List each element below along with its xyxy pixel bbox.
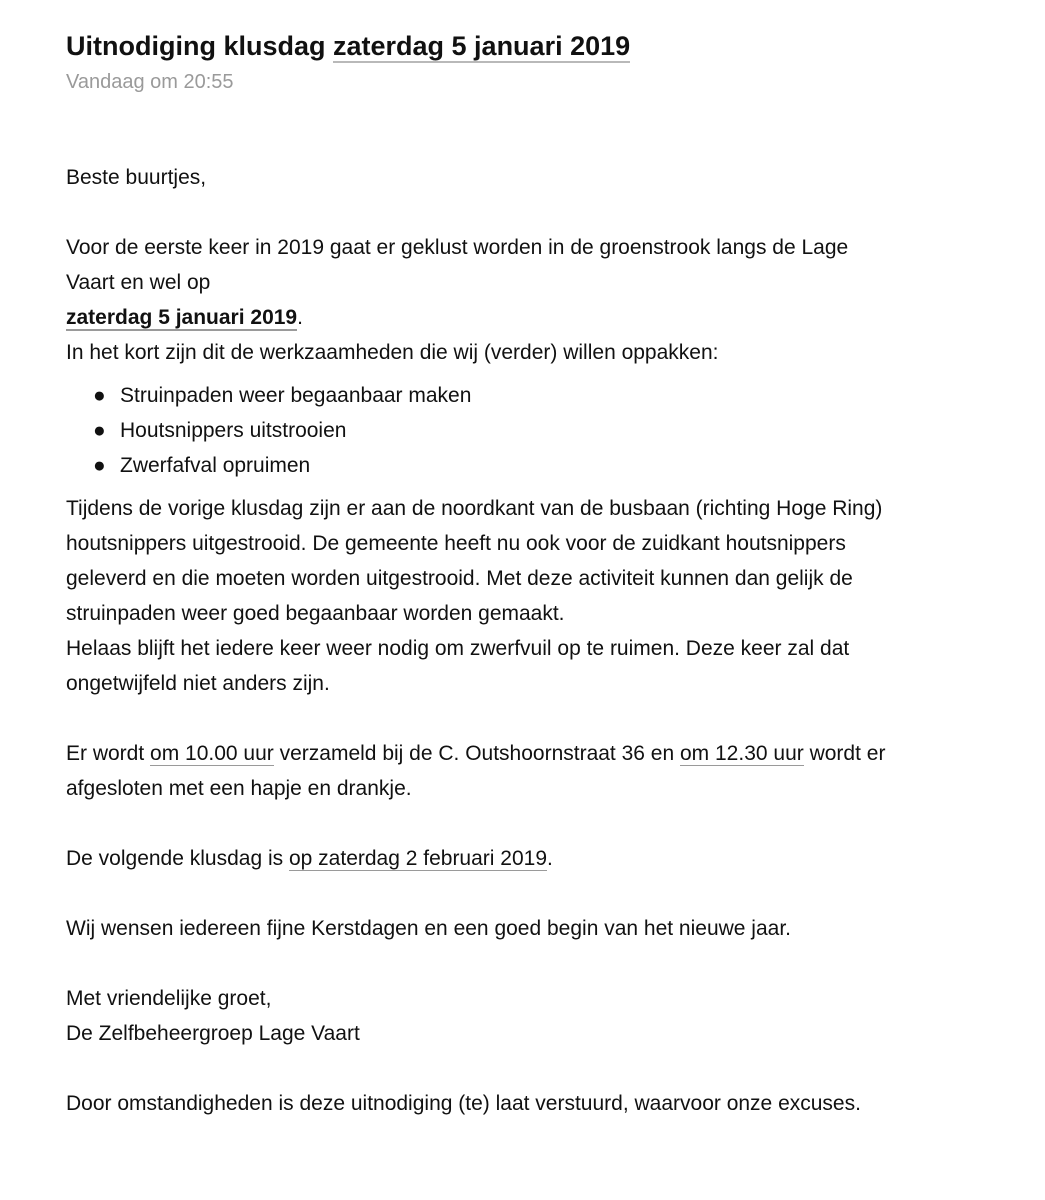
start-time-link[interactable]: om 10.00 uur: [150, 742, 274, 765]
list-item: [93, 413, 1006, 448]
email-subject: [66, 24, 1006, 68]
signature-line: De Zelfbeheergroep Lage Vaart: [66, 1022, 360, 1045]
intro-line-2: Vaart en wel op: [66, 271, 211, 294]
list-item: [93, 448, 1006, 483]
closing-line: Met vriendelijke groet,: [66, 987, 272, 1010]
meeting-text-mid: verzameld bij de C. Outshoornstraat 36 en: [273, 742, 680, 765]
greeting: Beste buurtjes,: [66, 166, 207, 189]
previous-klusdag-line-3: geleverd en die moeten worden uitgestrooid. Met deze activiteit kunnen dan gelijk de: [66, 567, 853, 590]
email-body: [66, 160, 1006, 1121]
previous-klusdag-line-1: Tijdens de vorige klusdag zijn er aan de noordkant van de busbaan (richting Hoge Ring): [66, 497, 883, 520]
next-klusdag-line: [66, 841, 1006, 876]
meeting-line-2: afgesloten met een hapje en drankje.: [66, 777, 412, 800]
bullet-icon: ●: [93, 384, 106, 407]
meeting-text-post: wordt er: [803, 742, 886, 765]
apology-line: Door omstandigheden is deze uitnodiging (te) laat verstuurd, waarvoor onze excuses.: [66, 1092, 861, 1115]
bullet-icon: ●: [93, 454, 106, 477]
next-date-link[interactable]: op zaterdag 2 februari 2019: [288, 847, 548, 870]
task-list: [66, 378, 1006, 483]
event-date-link[interactable]: zaterdag 5 januari 2019: [66, 306, 298, 329]
meeting-text-pre: Er wordt: [66, 742, 151, 765]
task-label: Zwerfafval opruimen: [120, 454, 311, 477]
next-text-pre: De volgende klusdag is: [66, 847, 289, 870]
list-item: [93, 378, 1006, 413]
event-date-suffix: .: [297, 306, 303, 329]
litter-line-1: Helaas blijft het iedere keer weer nodig om zwerfvuil op te ruimen. Deze keer zal dat: [66, 637, 850, 660]
next-text-post: .: [547, 847, 553, 870]
wishes-line: Wij wensen iedereen fijne Kerstdagen en een goed begin van het nieuwe jaar.: [66, 917, 792, 940]
task-label: Houtsnippers uitstrooien: [120, 419, 347, 442]
event-date-line: [66, 300, 1006, 335]
task-label: Struinpaden weer begaanbaar maken: [120, 384, 472, 407]
email-timestamp: Vandaag om 20:55: [66, 71, 234, 93]
tasks-intro: In het kort zijn dit de werkzaamheden die wij (verder) willen oppakken:: [66, 341, 719, 364]
intro-line-1: Voor de eerste keer in 2019 gaat er geklust worden in de groenstrook langs de Lage: [66, 236, 849, 259]
subject-prefix: Uitnodiging klusdag: [66, 31, 326, 61]
end-time-link[interactable]: om 12.30 uur: [680, 742, 804, 765]
litter-line-2: ongetwijfeld niet anders zijn.: [66, 672, 330, 695]
previous-klusdag-line-4: struinpaden weer goed begaanbaar worden gemaakt.: [66, 602, 565, 625]
previous-klusdag-line-2: houtsnippers uitgestrooid. De gemeente heeft nu ook voor de zuidkant houtsnippers: [66, 532, 846, 555]
bullet-icon: ●: [93, 419, 106, 442]
email-view: [66, 24, 1006, 1121]
meeting-line-1: [66, 736, 1006, 771]
subject-date-link[interactable]: zaterdag 5 januari 2019: [333, 31, 631, 61]
